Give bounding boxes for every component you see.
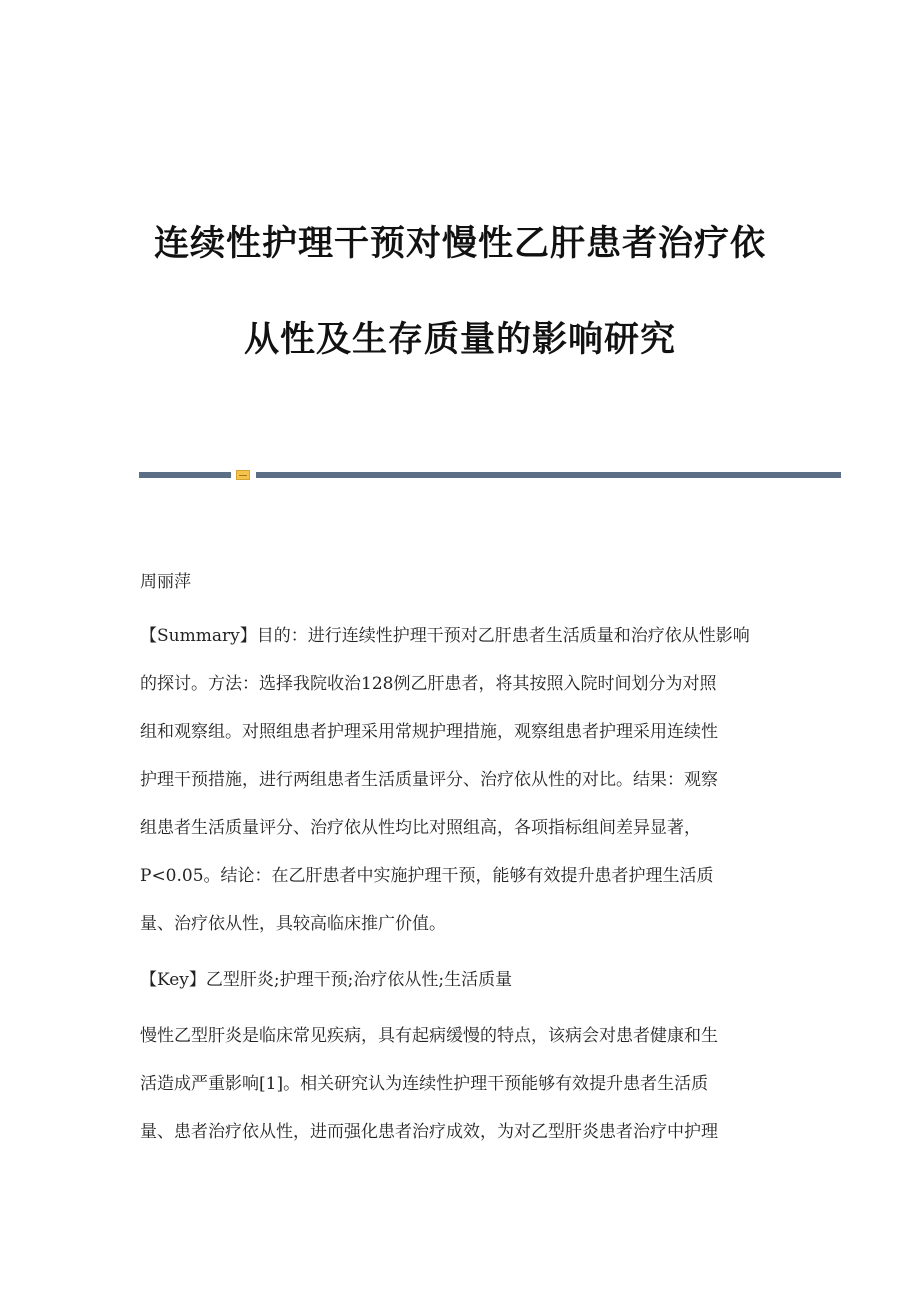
intro-line: 慢性乙型肝炎是临床常见疾病，具有起病缓慢的特点，该病会对患者健康和生 [140,1026,718,1046]
divider-bar-right [256,472,841,478]
title-divider [139,470,841,479]
author-name: 周丽萍 [140,572,191,592]
abstract-line: 组患者生活质量评分、治疗依从性均比对照组高，各项指标组间差异显著， [140,818,701,838]
intro-paragraph [140,1012,780,1156]
document-title-line-1: 连续性护理干预对慢性乙肝患者治疗依 [153,223,766,264]
abstract-line: 的探讨。方法：选择我院收治128例乙肝患者，将其按照入院时间划分为对照 [140,674,717,694]
abstract-line: 【Summary】目的：进行连续性护理干预对乙肝患者生活质量和治疗依从性影响 [140,626,750,646]
abstract-paragraph [140,612,780,948]
abstract-line: 组和观察组。对照组患者护理采用常规护理措施，观察组患者护理采用连续性 [140,722,718,742]
abstract-line: P<0.05。结论：在乙肝患者中实施护理干预，能够有效提升患者护理生活质 [140,866,714,886]
abstract-line: 量、治疗依从性，具较高临床推广价值。 [140,914,446,934]
divider-marker-icon [236,470,250,480]
document-title-line-2: 从性及生存质量的影响研究 [243,319,676,360]
intro-line: 量、患者治疗依从性，进而强化患者治疗成效，为对乙型肝炎患者治疗中护理 [140,1122,718,1142]
abstract-line: 护理干预措施，进行两组患者生活质量评分、治疗依从性的对比。结果：观察 [140,770,718,790]
keywords-line: 【Key】乙型肝炎;护理干预;治疗依从性;生活质量 [140,970,513,990]
intro-line: 活造成严重影响[1]。相关研究认为连续性护理干预能够有效提升患者生活质 [140,1074,709,1094]
divider-bar-left [139,472,231,478]
